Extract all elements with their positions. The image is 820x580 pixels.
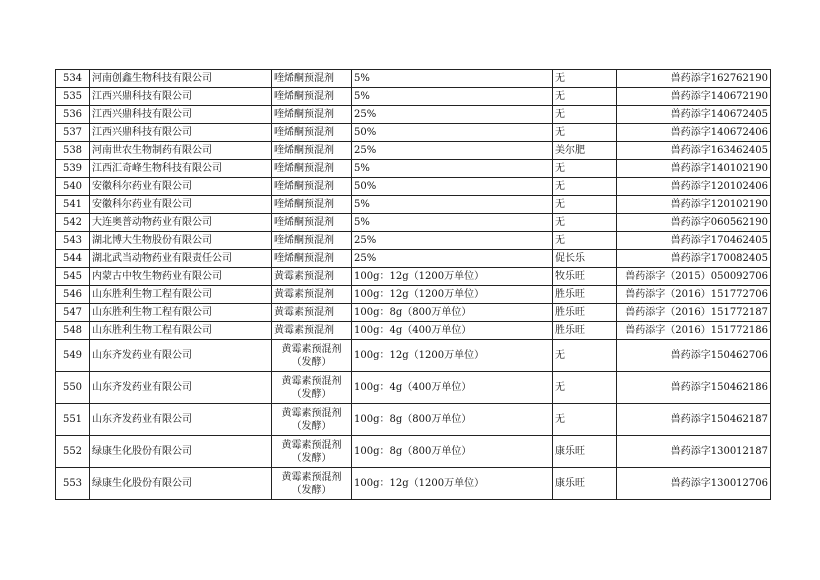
approval-number: 兽药添字150462186 xyxy=(617,372,771,404)
specification: 5% xyxy=(352,196,553,214)
company-name: 山东齐发药业有限公司 xyxy=(90,372,272,404)
approval-number: 兽药添字170462405 xyxy=(617,232,771,250)
brand-name: 无 xyxy=(553,124,617,142)
approval-number: 兽药添字140672406 xyxy=(617,124,771,142)
brand-name: 促长乐 xyxy=(553,250,617,268)
specification: 50% xyxy=(352,124,553,142)
product-name: 喹烯酮预混剂 xyxy=(272,178,352,196)
brand-name: 康乐旺 xyxy=(553,436,617,468)
row-number: 538 xyxy=(56,142,90,160)
product-name: 黄霉素预混剂 xyxy=(272,304,352,322)
company-name: 山东胜利生物工程有限公司 xyxy=(90,322,272,340)
brand-name: 美尔肥 xyxy=(553,142,617,160)
table-row xyxy=(56,322,771,340)
brand-name: 胜乐旺 xyxy=(553,286,617,304)
row-number: 553 xyxy=(56,468,90,500)
brand-name: 胜乐旺 xyxy=(553,304,617,322)
row-number: 543 xyxy=(56,232,90,250)
table-row xyxy=(56,160,771,178)
product-name: 黄霉素预混剂 xyxy=(272,268,352,286)
company-name: 江西兴鼎科技有限公司 xyxy=(90,88,272,106)
table-row xyxy=(56,268,771,286)
company-name: 山东齐发药业有限公司 xyxy=(90,340,272,372)
table-row xyxy=(56,178,771,196)
table-row xyxy=(56,124,771,142)
table-row xyxy=(56,88,771,106)
product-name: 喹烯酮预混剂 xyxy=(272,214,352,232)
company-name: 河南世农生物制药有限公司 xyxy=(90,142,272,160)
brand-name: 无 xyxy=(553,372,617,404)
table-row xyxy=(56,250,771,268)
specification: 100g：8g（800万单位） xyxy=(352,304,553,322)
product-name: 喹烯酮预混剂 xyxy=(272,70,352,88)
table-row xyxy=(56,142,771,160)
row-number: 539 xyxy=(56,160,90,178)
company-name: 山东齐发药业有限公司 xyxy=(90,404,272,436)
approval-number: 兽药添字140102190 xyxy=(617,160,771,178)
approval-number: 兽药添字（2016）151772186 xyxy=(617,322,771,340)
row-number: 548 xyxy=(56,322,90,340)
product-name: 黄霉素预混剂（发酵） xyxy=(272,468,352,500)
row-number: 542 xyxy=(56,214,90,232)
row-number: 536 xyxy=(56,106,90,124)
product-name: 黄霉素预混剂 xyxy=(272,286,352,304)
brand-name: 牧乐旺 xyxy=(553,268,617,286)
approval-table xyxy=(55,69,771,500)
product-name: 黄霉素预混剂（发酵） xyxy=(272,404,352,436)
specification: 25% xyxy=(352,232,553,250)
product-name: 喹烯酮预混剂 xyxy=(272,106,352,124)
brand-name: 无 xyxy=(553,88,617,106)
row-number: 547 xyxy=(56,304,90,322)
row-number: 544 xyxy=(56,250,90,268)
approval-table-body xyxy=(56,70,771,500)
row-number: 541 xyxy=(56,196,90,214)
company-name: 山东胜利生物工程有限公司 xyxy=(90,304,272,322)
product-name: 黄霉素预混剂 xyxy=(272,322,352,340)
company-name: 绿康生化股份有限公司 xyxy=(90,436,272,468)
specification: 100g：4g（400万单位） xyxy=(352,322,553,340)
table-row xyxy=(56,372,771,404)
approval-number: 兽药添字163462405 xyxy=(617,142,771,160)
product-name: 喹烯酮预混剂 xyxy=(272,250,352,268)
table-row xyxy=(56,106,771,124)
approval-number: 兽药添字（2016）151772187 xyxy=(617,304,771,322)
company-name: 河南创鑫生物科技有限公司 xyxy=(90,70,272,88)
product-name: 黄霉素预混剂（发酵） xyxy=(272,436,352,468)
row-number: 549 xyxy=(56,340,90,372)
specification: 25% xyxy=(352,250,553,268)
product-name: 喹烯酮预混剂 xyxy=(272,232,352,250)
specification: 100g：12g（1200万单位） xyxy=(352,468,553,500)
specification: 5% xyxy=(352,70,553,88)
row-number: 550 xyxy=(56,372,90,404)
company-name: 江西汇奇峰生物科技有限公司 xyxy=(90,160,272,178)
company-name: 湖北武当动物药业有限责任公司 xyxy=(90,250,272,268)
company-name: 大连奥普动物药业有限公司 xyxy=(90,214,272,232)
company-name: 江西兴鼎科技有限公司 xyxy=(90,106,272,124)
approval-number: 兽药添字150462187 xyxy=(617,404,771,436)
specification: 25% xyxy=(352,106,553,124)
specification: 5% xyxy=(352,214,553,232)
brand-name: 无 xyxy=(553,340,617,372)
brand-name: 无 xyxy=(553,214,617,232)
specification: 5% xyxy=(352,160,553,178)
row-number: 540 xyxy=(56,178,90,196)
product-name: 喹烯酮预混剂 xyxy=(272,88,352,106)
row-number: 551 xyxy=(56,404,90,436)
product-name: 喹烯酮预混剂 xyxy=(272,160,352,178)
table-row xyxy=(56,196,771,214)
specification: 5% xyxy=(352,88,553,106)
row-number: 546 xyxy=(56,286,90,304)
brand-name: 无 xyxy=(553,196,617,214)
product-name: 黄霉素预混剂（发酵） xyxy=(272,372,352,404)
approval-number: 兽药添字120102190 xyxy=(617,196,771,214)
product-name: 喹烯酮预混剂 xyxy=(272,142,352,160)
approval-number: 兽药添字130012187 xyxy=(617,436,771,468)
table-row xyxy=(56,232,771,250)
approval-number: 兽药添字（2015）050092706 xyxy=(617,268,771,286)
row-number: 535 xyxy=(56,88,90,106)
specification: 100g：4g（400万单位） xyxy=(352,372,553,404)
table-row xyxy=(56,286,771,304)
product-name: 喹烯酮预混剂 xyxy=(272,196,352,214)
table-row xyxy=(56,340,771,372)
company-name: 安徽科尔药业有限公司 xyxy=(90,196,272,214)
product-name: 喹烯酮预混剂 xyxy=(272,124,352,142)
row-number: 545 xyxy=(56,268,90,286)
brand-name: 无 xyxy=(553,160,617,178)
approval-number: 兽药添字（2016）151772706 xyxy=(617,286,771,304)
table-row xyxy=(56,70,771,88)
row-number: 552 xyxy=(56,436,90,468)
specification: 100g：12g（1200万单位） xyxy=(352,268,553,286)
company-name: 安徽科尔药业有限公司 xyxy=(90,178,272,196)
approval-number: 兽药添字140672190 xyxy=(617,88,771,106)
specification: 100g：8g（800万单位） xyxy=(352,436,553,468)
company-name: 绿康生化股份有限公司 xyxy=(90,468,272,500)
approval-number: 兽药添字170082405 xyxy=(617,250,771,268)
table-row xyxy=(56,468,771,500)
specification: 25% xyxy=(352,142,553,160)
specification: 100g：12g（1200万单位） xyxy=(352,286,553,304)
brand-name: 康乐旺 xyxy=(553,468,617,500)
table-row xyxy=(56,214,771,232)
brand-name: 胜乐旺 xyxy=(553,322,617,340)
specification: 50% xyxy=(352,178,553,196)
row-number: 534 xyxy=(56,70,90,88)
approval-number: 兽药添字060562190 xyxy=(617,214,771,232)
brand-name: 无 xyxy=(553,404,617,436)
brand-name: 无 xyxy=(553,178,617,196)
brand-name: 无 xyxy=(553,106,617,124)
row-number: 537 xyxy=(56,124,90,142)
brand-name: 无 xyxy=(553,70,617,88)
approval-number: 兽药添字140672405 xyxy=(617,106,771,124)
approval-number: 兽药添字120102406 xyxy=(617,178,771,196)
table-row xyxy=(56,304,771,322)
company-name: 内蒙古中牧生物药业有限公司 xyxy=(90,268,272,286)
approval-number: 兽药添字150462706 xyxy=(617,340,771,372)
company-name: 山东胜利生物工程有限公司 xyxy=(90,286,272,304)
brand-name: 无 xyxy=(553,232,617,250)
table-row xyxy=(56,436,771,468)
approval-number: 兽药添字162762190 xyxy=(617,70,771,88)
company-name: 湖北博大生物股份有限公司 xyxy=(90,232,272,250)
approval-number: 兽药添字130012706 xyxy=(617,468,771,500)
specification: 100g：12g（1200万单位） xyxy=(352,340,553,372)
specification: 100g：8g（800万单位） xyxy=(352,404,553,436)
table-row xyxy=(56,404,771,436)
company-name: 江西兴鼎科技有限公司 xyxy=(90,124,272,142)
product-name: 黄霉素预混剂（发酵） xyxy=(272,340,352,372)
